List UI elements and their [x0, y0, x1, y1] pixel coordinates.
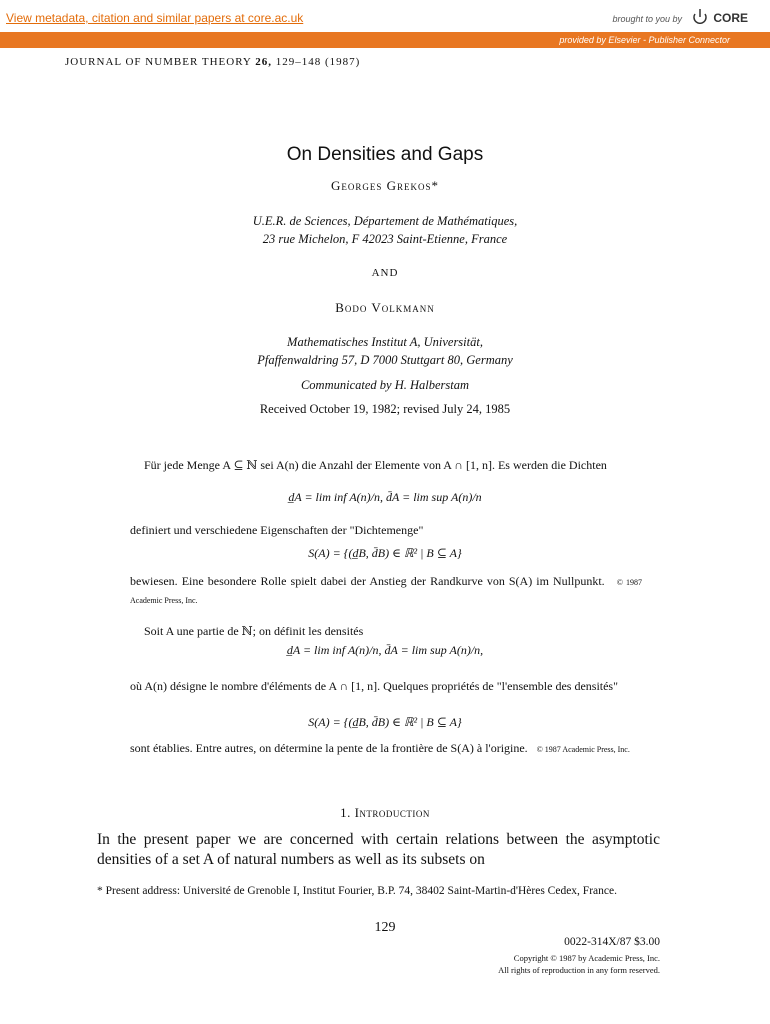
abstract-fr-copyright: © 1987 Academic Press, Inc.: [536, 745, 630, 754]
author-volkmann: Bodo Volkmann: [335, 300, 435, 315]
abstract-de-formula-set: S(A) = {(d̲B, d̄B) ∈ ℝ² | B ⊆ A}: [308, 546, 462, 560]
journal-volume: 26,: [255, 56, 272, 68]
abstract-fr-p1: Soit A une partie de ℕ; on définit les densités: [144, 624, 364, 638]
page-number: 129: [374, 920, 396, 935]
brought-by-label: brought to you by: [612, 14, 682, 24]
abstract-de-copyright: © 1987 Academic Press, Inc.: [130, 578, 643, 605]
affiliation-2-line-1: Mathematisches Institut A, Universität,: [287, 335, 483, 349]
abstract-fr-formula-densities: d̲A = lim inf A(n)/n, d̄A = lim sup A(n)/n,: [286, 643, 484, 657]
provided-by-label[interactable]: provided by Elsevier - Publisher Connector: [559, 35, 730, 45]
abstract-de-p2: definiert und verschiedene Eigenschaften der "Dichtemenge": [130, 523, 424, 537]
footnote-address: * Present address: Université de Grenoble I, Institut Fourier, B.P. 74, 38402 Saint-Martin-d'Hères Cedex, France.: [97, 885, 617, 897]
and-separator: AND: [371, 267, 399, 279]
affiliation-2-line-2: Pfaffenwaldring 57, D 7000 Stuttgart 80, Germany: [257, 353, 513, 367]
publisher-copyright: Copyright © 1987 by Academic Press, Inc.: [513, 953, 660, 963]
communicated-by: Communicated by H. Halberstam: [300, 378, 470, 392]
core-logo-icon: [693, 8, 707, 24]
abstract-fr-p3: sont établies. Entre autres, on détermine la pente de la frontière de S(A) à l'origine. © 1987 Academic Press, Inc.: [130, 741, 630, 755]
affiliation-1-line-2: 23 rue Michelon, F 42023 Saint-Etienne, France: [262, 232, 508, 246]
received-dates: Received October 19, 1982; revised July 24, 1985: [259, 402, 511, 416]
abstract-fr-p2: où A(n) désigne le nombre d'éléments de A ∩ [1, n]. Quelques propriétés de "l'ensemble des densités": [130, 679, 619, 693]
abstract-de-p3: bewiesen. Eine besondere Rolle spielt dabei der Anstieg der Randkurve von S(A) im Nullpunkt. © 1987 Academic Press, Inc.: [130, 574, 643, 605]
core-brand[interactable]: CORE: [713, 11, 748, 25]
reproduction-rights: All rights of reproduction in any form reserved.: [498, 965, 660, 975]
metadata-link[interactable]: View metadata, citation and similar papers at core.ac.uk: [6, 11, 304, 25]
introduction-text: In the present paper we are concerned with certain relations between the asymptotic densities of a set A of natural numbers as well as its subsets on: [97, 831, 660, 868]
journal-header: [65, 56, 360, 68]
abstract-de-p1: Für jede Menge A ⊆ ℕ sei A(n) die Anzahl der Elemente von A ∩ [1, n]. Es werden die Dichten: [144, 458, 607, 472]
abstract-fr-formula-set: S(A) = {(d̲B, d̄B) ∈ ℝ² | B ⊆ A}: [308, 715, 462, 729]
section-heading-introduction: 1. Introduction: [340, 805, 430, 820]
abstract-de-formula-densities: d̲A = lim inf A(n)/n, d̄A = lim sup A(n)/n: [288, 490, 482, 504]
paper-title: On Densities and Gaps: [286, 144, 484, 165]
affiliation-1-line-1: U.E.R. de Sciences, Département de Mathématiques,: [252, 214, 518, 228]
article-code: 0022-314X/87 $3.00: [564, 936, 660, 948]
journal-pages: 129–148 (1987): [275, 56, 361, 68]
journal-name: JOURNAL OF NUMBER THEORY: [65, 56, 252, 68]
author-grekos: Georges Grekos*: [330, 178, 440, 193]
